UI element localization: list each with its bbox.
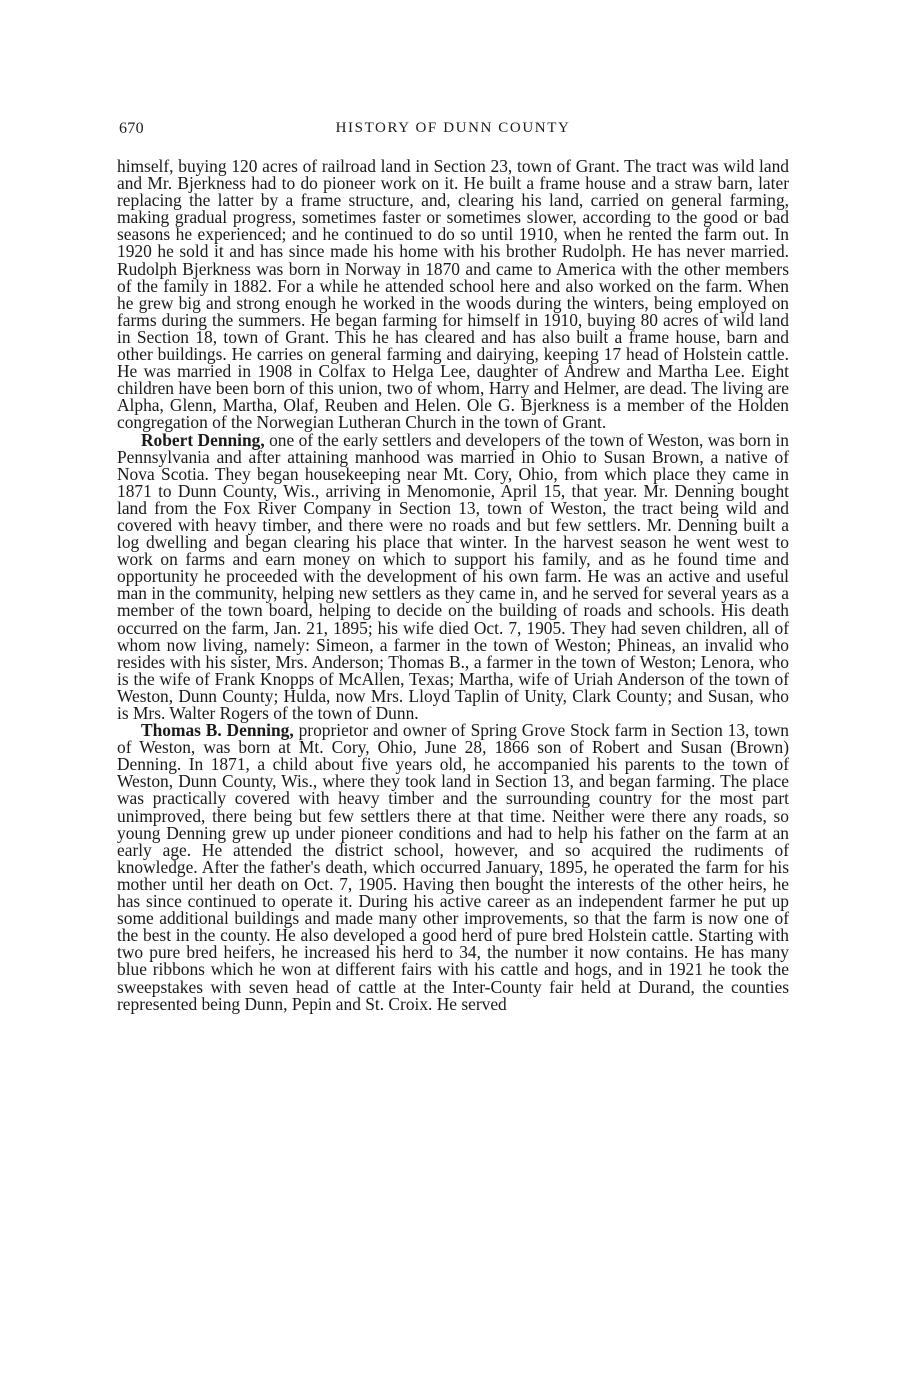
- biography-name: Robert Denning,: [141, 429, 265, 450]
- paragraph-text: one of the early settlers and developers of the town of Weston, was born in Pennsylvania and after attaining manhood was married in Ohio to Susan Brown, a native of Nova Scotia. They began housekeeping near Mt. Cory, Ohio, from which place they came in 1871 to Dunn County, Wis., arriving in Menomonie, April 15, that year. Mr. Denning bought land from the Fox River Company in Section 13, town of Weston, the tract being wild and covered with heavy timber, and there were no roads and but few settlers. Mr. Denning built a log dwelling and began clearing his place that winter. In the harvest season he went west to work on farms and earn money on which to support his family, and as he found time and opportunity he proceeded with the development of his own farm. He was an active and useful man in the community, helping new settlers as they came in, and he served for several years as a member of the town board, helping to decide on the building of roads and schools. His death occurred on the farm, Jan. 21, 1895; his wife died Oct. 7, 1905. They had seven children, all of whom now living, namely: Simeon, a farmer in the town of Weston; Phineas, an invalid who resides with his sister, Mrs. Anderson; Thomas B., a farmer in the town of Weston; Lenora, who is the wife of Frank Knopps of McAllen, Texas; Martha, wife of Uriah Anderson of the town of Weston, Dunn County; Hulda, now Mrs. Lloyd Taplin of Unity, Clark County; and Susan, who is Mrs. Walter Rogers of the town of Dunn.: [117, 429, 789, 723]
- running-head: HISTORY OF DUNN COUNTY: [335, 120, 571, 136]
- paragraph-robert-denning: [117, 429, 789, 723]
- paragraph-bjerkness-continued: [117, 158, 789, 432]
- paragraph-text: himself, buying 120 acres of railroad land in Section 23, town of Grant. The tract was wild land and Mr. Bjerkness had to do pioneer work on it. He built a frame house and a straw barn, later replacing the latter by a frame structure, and, clearing his land, carried on general farming, making gradual progress, sometimes faster or sometimes slower, according to the good or bad seasons he experienced; and he continued to do so until 1910, when he rented the farm out. In 1920 he sold it and has since made his home with his brother Rudolph. He has never married. Rudolph Bjerkness was born in Norway in 1870 and came to America with the other members of the family in 1882. For a while he attended school here and also worked on the farm. When he grew big and strong enough he worked in the woods during the winters, being employed on farms during the summers. He began farming for himself in 1910, buying 80 acres of wild land in Section 18, town of Grant. This he has cleared and has also built a frame house, barn and other buildings. He carries on general farming and dairying, keeping 17 head of Holstein cattle. He was married in 1908 in Colfax to Helga Lee, daughter of Andrew and Martha Lee. Eight children have been born of this union, two of whom, Harry and Helmer, are dead. The living are Alpha, Glenn, Martha, Olaf, Reuben and Helen. Ole G. Bjerkness is a member of the Holden congregation of the Norwegian Lutheran Church in the town of Grant.: [117, 156, 789, 433]
- paragraph-thomas-denning: [117, 722, 789, 1013]
- biography-name: Thomas B. Denning,: [141, 720, 294, 741]
- page-header: [119, 120, 787, 144]
- page-number: 670: [119, 120, 144, 137]
- body-text: [117, 158, 789, 1013]
- paragraph-text: proprietor and owner of Spring Grove Stock farm in Section 13, town of Weston, was born at Mt. Cory, Ohio, June 28, 1866 son of Robert and Susan (Brown) Denning. In 1871, a child about five years old, he accompanied his parents to the town of Weston, Dunn County, Wis., where they took land in Section 13, and began farming. The place was practically covered with heavy timber and the surrounding country for the most part unimproved, there being but few settlers there at that time. Neither were there any roads, so young Denning grew up under pioneer conditions and had to help his father on the farm at an early age. He attended the district school, however, and so acquired the rudiments of knowledge. After the father's death, which occurred January, 1895, he operated the farm for his mother until her death on Oct. 7, 1905. Having then bought the interests of the other heirs, he has since continued to operate it. During his active career as an independent farmer he put up some additional buildings and made many other improvements, so that the farm is now one of the best in the county. He also developed a good herd of pure bred Holstein cattle. Starting with two pure bred heifers, he increased his herd to 34, the number it now contains. He has many blue ribbons which he won at different fairs with his cattle and hogs, and in 1921 he took the sweepstakes with seven head of cattle at the Inter-County fair held at Durand, the counties represented being Dunn, Pepin and St. Croix. He served: [117, 720, 789, 1014]
